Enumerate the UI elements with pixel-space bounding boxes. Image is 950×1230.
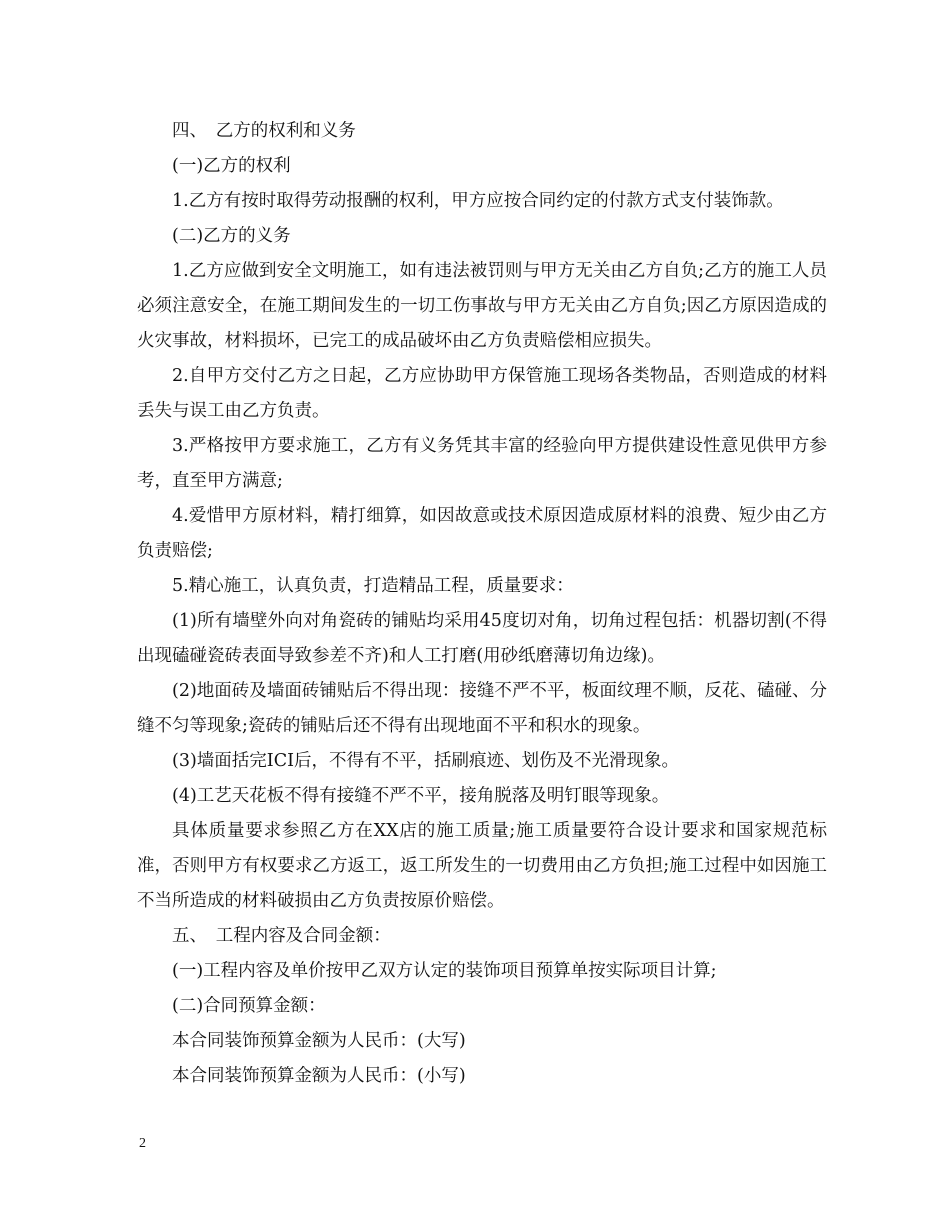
document-body: [137, 114, 827, 1094]
paragraph: (1)所有墙壁外向对角瓷砖的铺贴均采用45度切对角，切角过程包括：机器切割(不得出现磕碰瓷砖表面导致参差不齐)和人工打磨(用砂纸磨薄切角边缘)。: [137, 611, 827, 666]
paragraph: (3)墙面括完ICI后，不得有不平，括刷痕迹、划伤及不光滑现象。: [172, 751, 680, 771]
paragraph: (一)工程内容及单价按甲乙双方认定的装饰项目预算单按实际项目计算;: [172, 961, 717, 981]
paragraph: 5.精心施工，认真负责，打造精品工程，质量要求：: [172, 576, 574, 596]
paragraph: 2.自甲方交付乙方之日起，乙方应协助甲方保管施工现场各类物品，否则造成的材料丢失与误工由乙方负责。: [137, 366, 827, 421]
section-heading: 四、 乙方的权利和义务: [172, 121, 356, 141]
paragraph: 3.严格按甲方要求施工，乙方有义务凭其丰富的经验向甲方提供建设性意见供甲方参考，直至甲方满意;: [137, 436, 827, 491]
paragraph: 具体质量要求参照乙方在XX店的施工质量;施工质量要符合设计要求和国家规范标准，否则甲方有权要求乙方返工，返工所发生的一切费用由乙方负担;施工过程中如因施工不当所造成的材料破损由乙方负责按原价赔偿。: [137, 821, 827, 911]
subsection-heading: (一)乙方的权利: [172, 156, 291, 176]
section-heading: 五、 工程内容及合同金额：: [172, 926, 391, 946]
paragraph: (2)地面砖及墙面砖铺贴后不得出现：接缝不严不平，板面纹理不顺，反花、磕碰、分缝不匀等现象;瓷砖的铺贴后还不得有出现地面不平和积水的现象。: [137, 681, 827, 736]
subsection-heading: (二)合同预算金额：: [172, 996, 326, 1016]
paragraph: (4)工艺天花板不得有接缝不严不平，接角脱落及明钉眼等现象。: [172, 786, 670, 806]
page-number: 2: [139, 1136, 146, 1151]
paragraph: 1.乙方有按时取得劳动报酬的权利，甲方应按合同约定的付款方式支付装饰款。: [172, 191, 784, 211]
paragraph: 4.爱惜甲方原材料，精打细算，如因故意或技术原因造成原材料的浪费、短少由乙方负责赔偿;: [137, 506, 827, 561]
paragraph: 本合同装饰预算金额为人民币：(小写): [172, 1066, 466, 1086]
paragraph: 1.乙方应做到安全文明施工，如有违法被罚则与甲方无关由乙方自负;乙方的施工人员必须注意安全，在施工期间发生的一切工伤事故与甲方无关由乙方自负;因乙方原因造成的火灾事故，材料损坏，已完工的成品破坏由乙方负责赔偿相应损失。: [137, 261, 827, 351]
subsection-heading: (二)乙方的义务: [172, 226, 291, 246]
paragraph: 本合同装饰预算金额为人民币：(大写): [172, 1031, 466, 1051]
